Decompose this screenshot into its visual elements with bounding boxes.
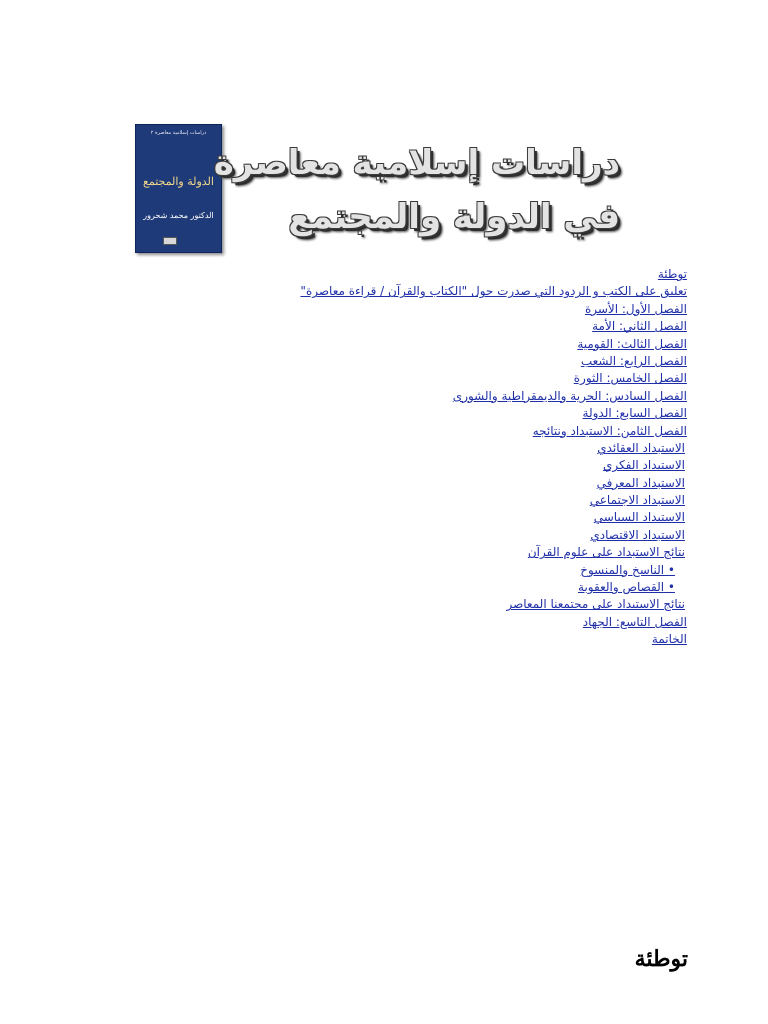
book-cover-title: الدولة والمجتمع [143,175,214,188]
toc-link-chapter-3[interactable]: الفصل الثالث: القومية [577,336,687,351]
toc-link-chapter-4[interactable]: الفصل الرابع: الشعب [580,353,687,368]
toc-item [200,527,687,544]
toc-item [200,614,687,631]
toc-item [200,509,687,526]
toc-item [200,336,687,353]
toc-item [200,353,687,370]
toc-link-chapter-6[interactable]: الفصل السادس: الحرية والديمقراطية والشورى [452,388,687,403]
toc-link-subsection[interactable]: الاستبداد الفكري [603,458,685,473]
toc-link-bullet[interactable]: • القصاص والعقوبة [578,580,675,595]
toc-link-bullet[interactable]: • الناسخ والمنسوخ [580,562,675,577]
toc-link-subsection[interactable]: الاستبداد الاقتصادي [590,527,685,542]
toc-item [200,544,687,561]
toc-link-intro[interactable]: توطئة [657,267,687,281]
toc-item [200,631,687,648]
toc-item [200,318,687,335]
toc-item [200,301,687,318]
toc-link-chapter-1[interactable]: الفصل الأول: الأسرة [584,301,687,316]
toc-link-chapter-2[interactable]: الفصل الثاني: الأمة [592,319,687,334]
table-of-contents [200,266,687,649]
toc-item [200,405,687,422]
book-series-label: دراسات إسلامية معاصرة ٢ [150,130,207,136]
toc-link-conclusion[interactable]: الخاتمة [651,632,687,647]
toc-link-subsection[interactable]: الاستبداد العقائدي [597,440,685,455]
banner-line-2: في الدولة والمجتمع [288,197,620,237]
toc-link-subsection[interactable]: الاستبداد المعرفي [596,475,685,490]
toc-item [200,423,687,440]
toc-item [200,475,687,492]
publisher-logo-icon [163,237,177,245]
toc-link-chapter-5[interactable]: الفصل الخامس: الثورة [573,371,687,386]
toc-item [200,596,687,613]
toc-link-subsection[interactable]: الاستبداد السياسي [593,510,685,525]
toc-item [200,370,687,387]
toc-item [200,492,687,509]
toc-link-subsection[interactable]: الاستبداد الاجتماعي [589,493,685,508]
toc-link-subsection[interactable]: نتائج الاستبداد على علوم القرآن [527,545,685,560]
toc-link-chapter-9[interactable]: الفصل التاسع: الجهاد [582,614,687,629]
toc-item [200,457,687,474]
toc-link-chapter-8[interactable]: الفصل الثامن: الاستبداد ونتائجه [532,423,687,438]
toc-link-chapter-7[interactable]: الفصل السابع: الدولة [582,406,687,421]
book-cover-author: الدكتور محمد شحرور [143,211,214,220]
toc-item [200,283,687,300]
toc-item [200,440,687,457]
banner-line-1: دراسات إسلامية معاصرة [213,143,620,183]
book-cover-image [135,124,222,253]
toc-link-commentary[interactable]: تعليق على الكتب و الردود التي صدرت حول "الكتاب والقرآن / قراءة معاصرة" [300,284,687,299]
title-banner [213,136,620,256]
toc-item [200,562,687,579]
toc-item [200,266,687,283]
toc-item [200,579,687,596]
section-heading: توطئة [634,946,688,972]
toc-item [200,388,687,405]
toc-link-subsection[interactable]: نتائج الاستبداد على مجتمعنا المعاصر [506,597,685,612]
